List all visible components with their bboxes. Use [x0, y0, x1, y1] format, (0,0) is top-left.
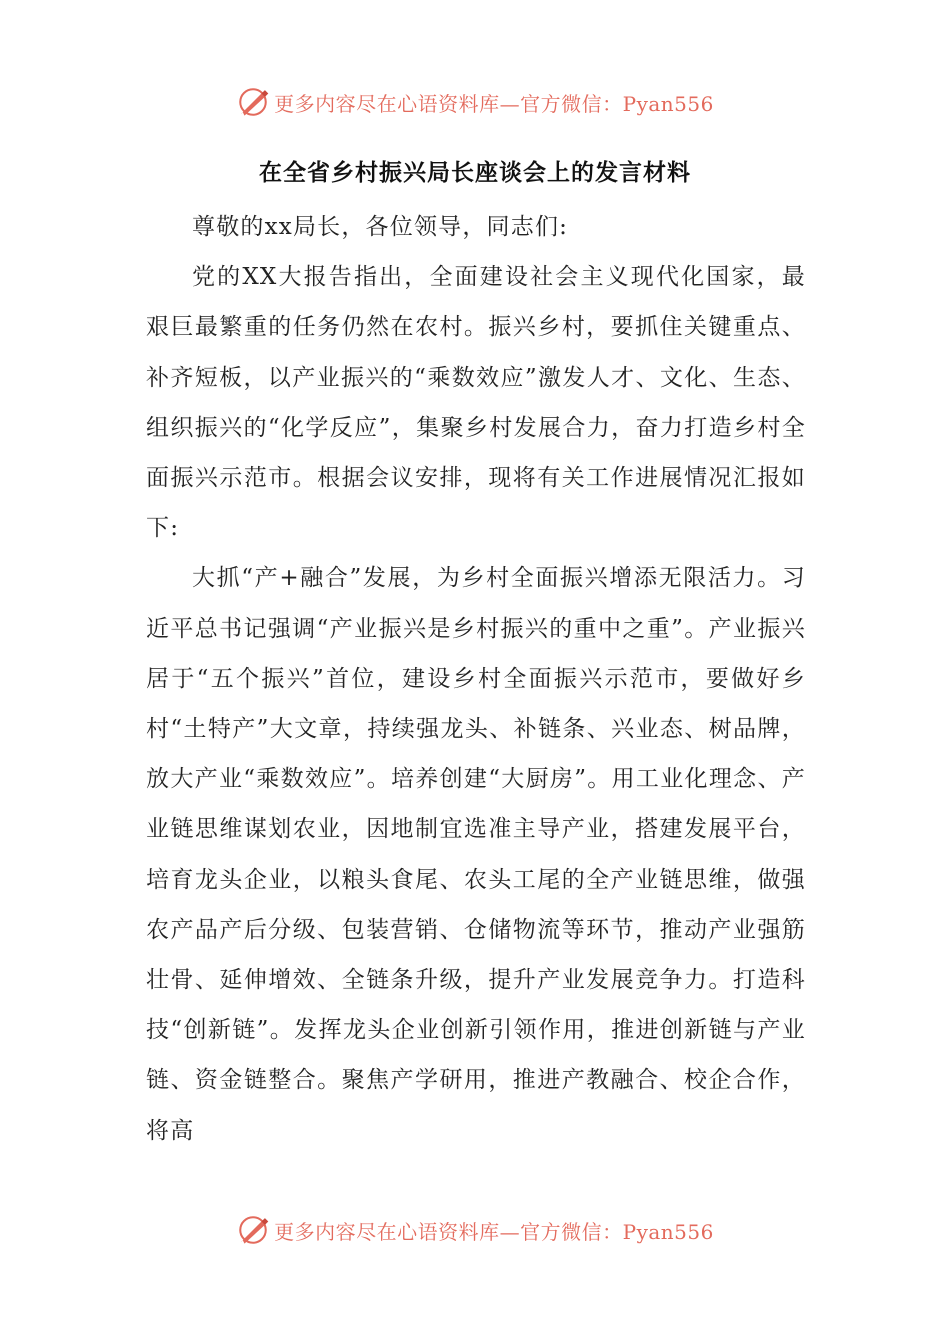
footer-banner: [0, 1208, 950, 1252]
header-banner: [0, 80, 950, 124]
paragraph-intro: 党的XX大报告指出，全面建设社会主义现代化国家，最艰巨最繁重的任务仍然在农村。振兴乡村，要抓住关键重点、补齐短板，以产业振兴的“乘数效应”激发人才、文化、生态、组织振兴的“化学反应”，集聚乡村发展合力，奋力打造乡村全面振兴示范市。根据会议安排，现将有关工作进展情况汇报如下:: [146, 264, 806, 542]
document-title: 在全省乡村振兴局长座谈会上的发言材料: [259, 159, 691, 186]
document-body: [146, 202, 806, 1156]
paragraph-industry: 大抓“产+融合”发展，为乡村全面振兴增添无限活力。习近平总书记强调“产业振兴是乡村振兴的重中之重”。产业振兴居于“五个振兴”首位，建设乡村全面振兴示范市，要做好乡村“土特产”大文章，持续强龙头、补链条、兴业态、树品牌，放大产业“乘数效应”。培养创建“大厨房”。用工业化理念、产业链思维谋划农业，因地制宜选准主导产业，搭建发展平台，培育龙头企业，以粮头食尾、农头工尾的全产业链思维，做强农产品产后分级、包装营销、仓储物流等环节，推动产业强筋壮骨、延伸增效、全链条升级，提升产业发展竞争力。打造科技“创新链”。发挥龙头企业创新引领作用，推进创新链与产业链、资金链整合。聚焦产学研用，推进产教融合、校企合作，将高: [146, 565, 806, 1144]
salutation: 尊敬的xx局长，各位领导，同志们:: [192, 214, 569, 240]
pen-logo-icon: [236, 85, 270, 119]
footer-banner-text: 更多内容尽在心语资料库—官方微信：Pyan556: [274, 1219, 714, 1244]
header-banner-text: 更多内容尽在心语资料库—官方微信：Pyan556: [274, 91, 714, 116]
pen-logo-icon: [236, 1213, 270, 1247]
